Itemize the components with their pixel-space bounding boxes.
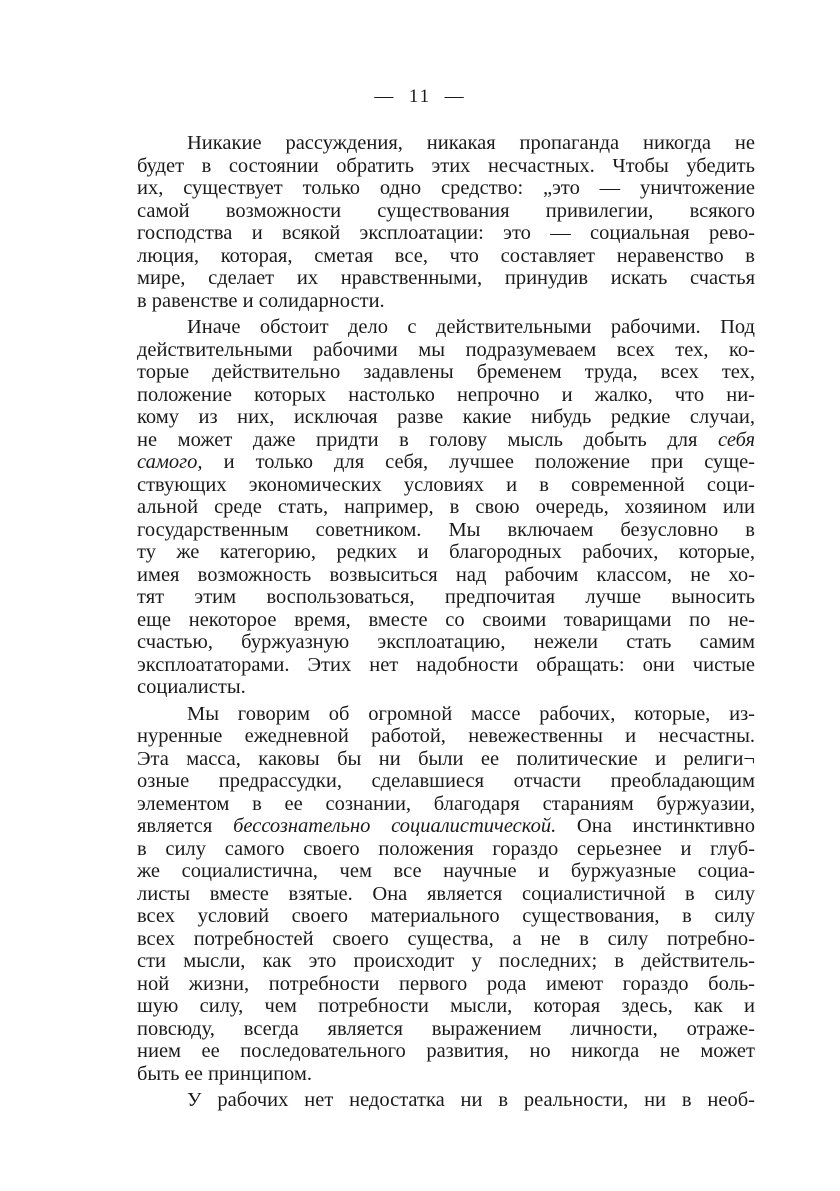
text-line: Эта масса, каковы бы ни были ее политические и религи¬	[137, 747, 755, 770]
text-line: положение которых настолько непрочно и жалко, что ни-	[137, 383, 755, 406]
text-line: нуренные ежедневной работой, невежественны и несчастны.	[137, 725, 755, 747]
text-line: ту же категорию, редких и благородных рабочих, которые,	[137, 541, 755, 563]
text-line: всех потребностей своего существа, а не в силу потребно-	[137, 927, 755, 950]
paragraph-3	[137, 703, 755, 1086]
text-line: элементом в ее сознании, благодаря стараниям буржуазии,	[137, 792, 755, 815]
page-number: — 11 —	[374, 86, 466, 107]
text-line: же социалистична, чем все научные и буржуазные социа-	[137, 860, 755, 882]
text-line: сти мысли, как это происходит у последних; в действитель-	[137, 950, 755, 972]
text-line: нием ее последовательного развития, но никогда не может	[137, 1040, 755, 1062]
text-line: Мы говорим об огромной массе рабочих, которые, из-	[187, 702, 755, 725]
text-line: всех условий своего материального существования, в силу	[137, 905, 755, 927]
text-line: еще некоторое время, вместе со своими товарищами по не-	[137, 608, 755, 631]
paragraph-1	[137, 132, 755, 312]
text-segment: и только для себя, лучшее положение при суще-	[202, 451, 755, 473]
text-line: действительными рабочими мы подразумеваем всех тех, ко-	[137, 338, 755, 361]
text-line: мире, сделает их нравственными, принудив искать счастья	[137, 267, 755, 289]
text-line: государственным советником. Мы включаем безусловно в	[137, 518, 755, 541]
text-line: в силу самого своего положения гораздо серьезнее и глуб-	[137, 837, 755, 860]
body-text	[137, 132, 755, 1116]
text-line: шую силу, чем потребности мысли, которая здесь, как и	[137, 995, 755, 1017]
text-line	[137, 815, 755, 838]
text-line: озные предрассудки, сделавшиеся отчасти преобладающим	[137, 770, 755, 792]
text-line: господства и всякой эксплоатации: это — социальная рево-	[137, 222, 755, 244]
text-line: листы вместе взятые. Она является социалистичной в силу	[137, 882, 755, 905]
italic-text: бессознательно социалистической.	[233, 815, 557, 837]
text-line: ствующих экономических условиях и в современной соци-	[137, 473, 755, 496]
text-segment: Она инстинктивно	[556, 815, 755, 837]
text-line: люция, которая, сметая все, что составляет неравенство в	[137, 244, 755, 267]
text-line: Никакие рассуждения, никакая пропаганда никогда не	[187, 132, 755, 154]
text-line: их, существует только одно средство: „это — уничтожение	[137, 177, 755, 199]
text-line: эксплоататорами. Этих нет надобности обращать: они чистые	[137, 653, 755, 676]
text-line: в равенстве и солидарности.	[137, 289, 385, 312]
text-line: повсюду, всегда является выражением личности, отраже-	[137, 1017, 755, 1040]
text-line: социалисты.	[137, 676, 246, 698]
text-line: имея возможность возвыситься над рабочим классом, не хо-	[137, 563, 755, 586]
text-line: Иначе обстоит дело с действительными рабочими. Под	[187, 316, 755, 338]
text-line: альной среде стать, например, в свою очередь, хозяином или	[137, 496, 755, 518]
text-line	[137, 429, 755, 452]
text-line: торые действительно задавлены бременем труда, всех тех,	[137, 361, 755, 383]
paragraph-2	[137, 316, 755, 699]
text-line: У рабочих нет недостатка ни в реальности, ни в необ-	[187, 1089, 755, 1111]
text-line: быть ее принципом.	[137, 1062, 312, 1085]
italic-text: самого,	[137, 451, 203, 473]
italic-text: себя	[718, 428, 756, 451]
text-line: счастью, буржуазную эксплоатацию, нежели стать самим	[137, 631, 755, 653]
text-line: ной жизни, потребности первого рода имеют гораздо боль-	[137, 972, 755, 995]
text-line: самой возможности существования привилегии, всякого	[137, 199, 755, 222]
text-line: тят этим воспользоваться, предпочитая лучше выносить	[137, 586, 755, 608]
text-line: будет в состоянии обратить этих несчастных. Чтобы убедить	[137, 154, 755, 177]
paragraph-4	[137, 1089, 755, 1112]
text-segment: не может даже придти в голову мысль добыть для	[137, 428, 698, 451]
text-segment: является	[137, 815, 213, 837]
text-line: кому из них, исключая разве какие нибудь редкие случаи,	[137, 406, 755, 428]
text-line	[137, 451, 755, 474]
